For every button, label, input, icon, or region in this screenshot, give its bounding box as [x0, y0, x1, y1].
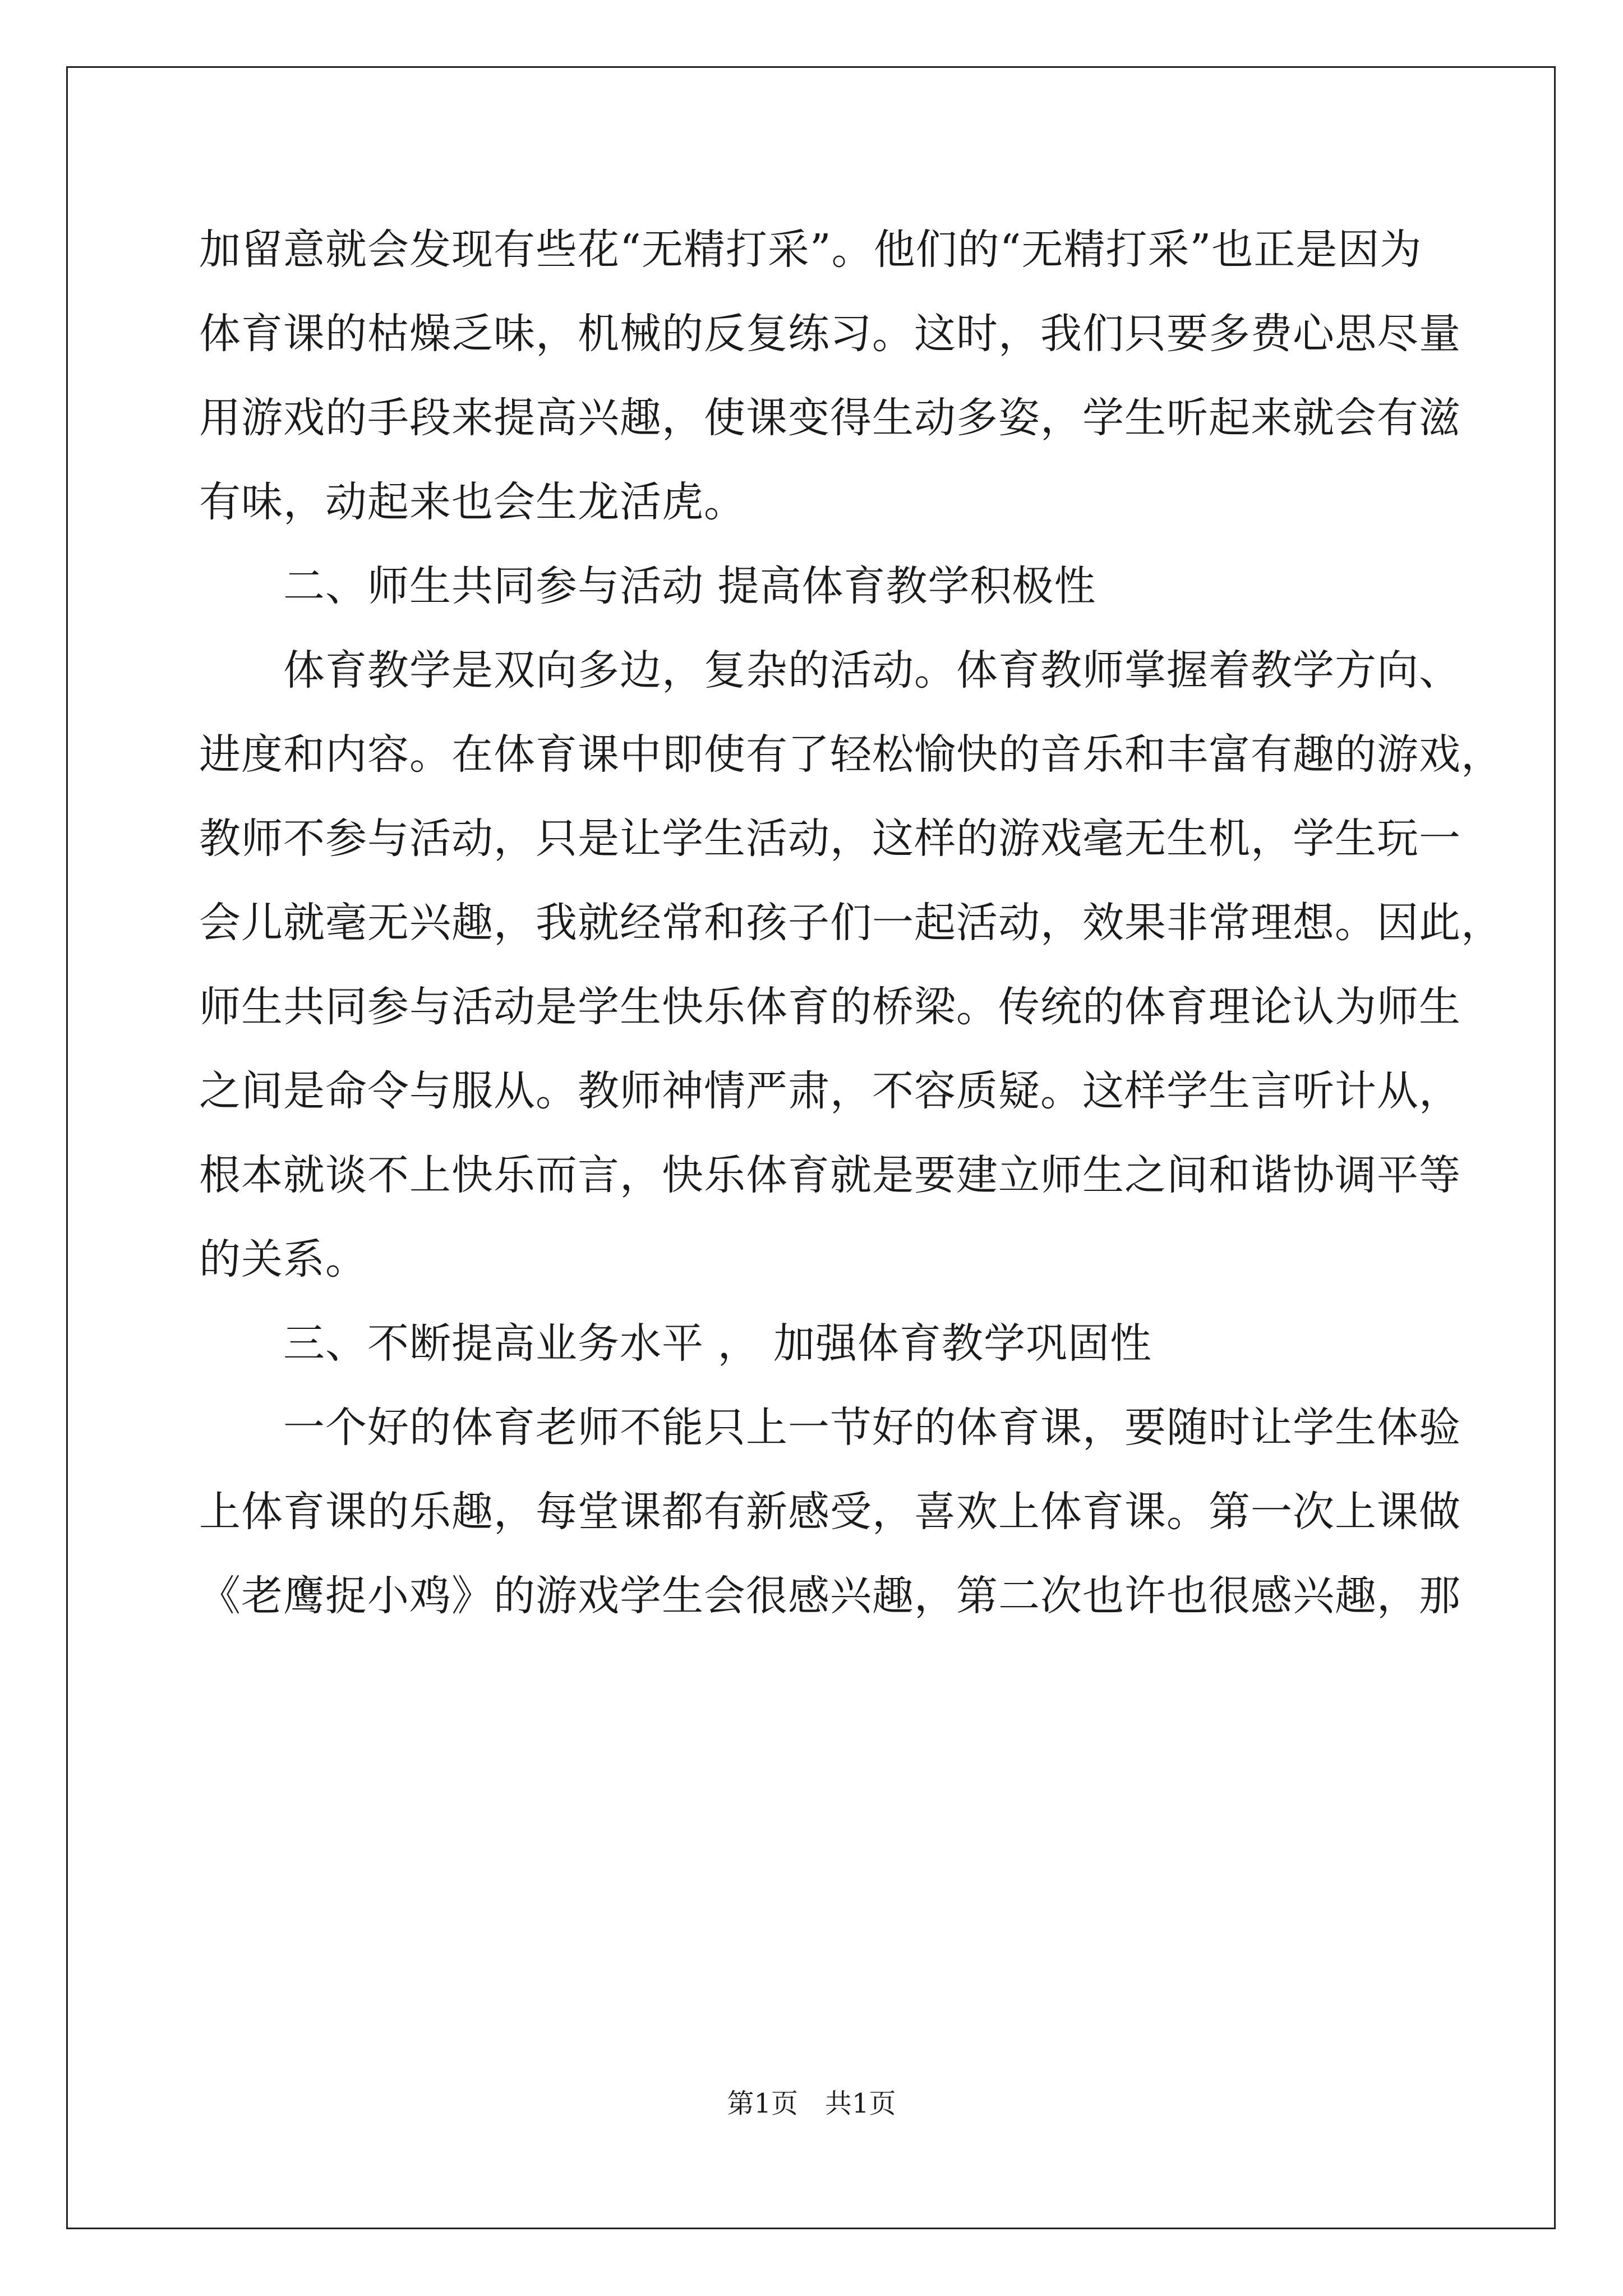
- text-line: 之间是命令与服从。教师神情严肃，不容质疑。这样学生言听计从，: [199, 1067, 1461, 1115]
- text-line: 上体育课的乐趣，每堂课都有新感受，喜欢上体育课。第一次上课做: [199, 1488, 1461, 1536]
- text-line: 《老鹰捉小鸡》的游戏学生会很感兴趣，第二次也许也很感兴趣，那: [199, 1572, 1461, 1620]
- text-line: 教师不参与活动，只是让学生活动，这样的游戏毫无生机，学生玩一: [199, 815, 1461, 863]
- text-line: 加留意就会发现有些花“无精打采”。他们的“无精打采”也正是因为: [199, 226, 1422, 274]
- text-line: 会儿就毫无兴趣，我就经常和孩子们一起活动，效果非常理想。因此，: [199, 899, 1503, 947]
- text-line: 体育课的枯燥乏味，机械的反复练习。这时，我们只要多费心思尽量: [199, 310, 1461, 358]
- text-line: 师生共同参与活动是学生快乐体育的桥梁。传统的体育理论认为师生: [199, 983, 1461, 1031]
- text-line: 有味，动起来也会生龙活虎。: [199, 478, 746, 526]
- text-line: 用游戏的手段来提高兴趣，使课变得生动多姿，学生听起来就会有滋: [199, 394, 1461, 442]
- page-total: 共1页: [825, 2088, 896, 2119]
- text-line: 进度和内容。在体育课中即使有了轻松愉快的音乐和丰富有趣的游戏，: [199, 730, 1503, 779]
- document-body: [199, 208, 1503, 1638]
- text-line: 根本就谈不上快乐而言，快乐体育就是要建立师生之间和谐协调平等: [199, 1151, 1461, 1199]
- page-number: 第1页: [727, 2088, 798, 2119]
- text-line: 体育教学是双向多边，复杂的活动。体育教师掌握着教学方向、: [283, 646, 1461, 694]
- section-heading: 三、不断提高业务水平 ， 加强体育教学巩固性: [283, 1319, 1152, 1368]
- text-line: 一个好的体育老师不能只上一节好的体育课，要随时让学生体验: [283, 1404, 1461, 1452]
- section-heading: 二、师生共同参与活动 提高体育教学积极性: [283, 562, 1096, 610]
- page-footer: [0, 2087, 1623, 2120]
- text-line: 的关系。: [199, 1235, 367, 1283]
